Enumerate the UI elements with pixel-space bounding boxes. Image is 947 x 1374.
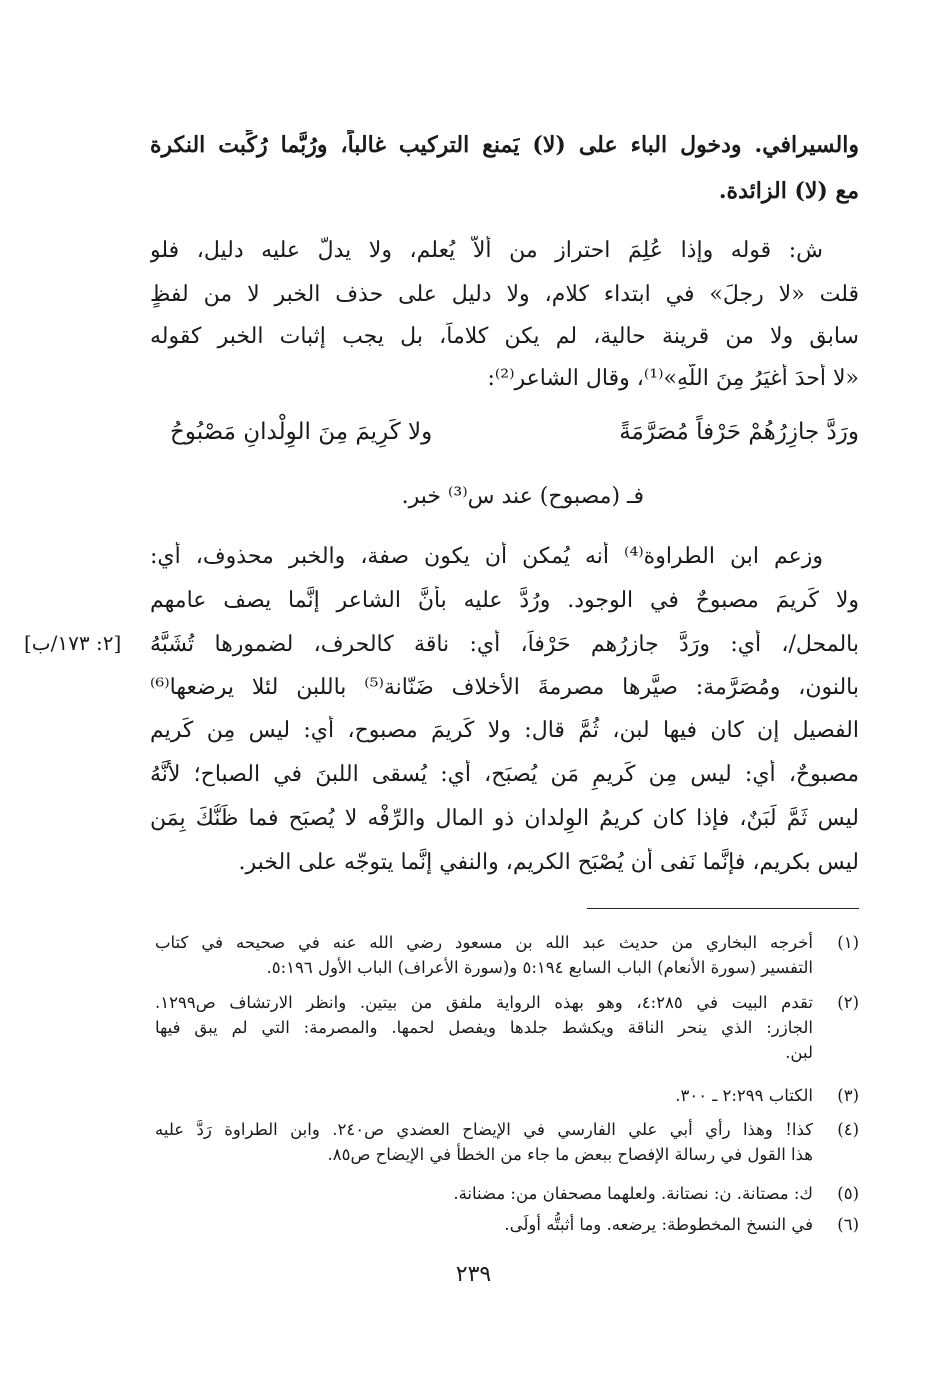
footnote-number: (٢) [837, 993, 859, 1012]
footnote-line: لبن. [785, 1043, 813, 1062]
text-line: سابق ولا من قرينة حالية، لم يكن كلاماً، بل يجب إثبات الخبر كقوله [150, 324, 859, 349]
footnote-line: الكتاب ٢:٢٩٩ ـ ٣٠٠. [675, 1086, 813, 1105]
text-line: ليس ثَمَّ لَبَنٌ، فإذا كان كريمُ الوِلدان ذو المال والرِّفْه لا يُصبَح فما ظَنُّكَ بِمَن [150, 806, 859, 831]
footnote-line: كذا! وهذا رأي أبي علي الفارسي في الإيضاح العضدي ص٢٤٠. وابن الطراوة رَدَّ عليه [155, 1120, 813, 1139]
text-line: قلت «لا رجلَ» في ابتداء كلام، ولا دليل على حذف الخبر لا من لفظٍ [150, 282, 859, 307]
footnote-line: هذا القول في رسالة الإفصاح ببعض ما جاء من الخطأ في الإيضاح ص٨٥. [327, 1145, 813, 1164]
text-line: بالنون، ومُصَرَّمة: صيَّرها مصرمةَ الأخلاف ضَنّانة⁽⁵⁾ باللبن لئلا يرضعها⁽⁶⁾ [150, 675, 859, 700]
footnote-number: (٥) [837, 1184, 859, 1203]
text-line: ليس بكريم، فإنَّما نَفى أن يُصْبَح الكريم، والنفي إنَّما يتوجّه على الخبر. [238, 850, 859, 875]
text-line: ولا كَريمَ مصبوحٌ في الوجود. ورُدَّ عليه بأنَّ الشاعر إنَّما يصف عامهم [150, 588, 859, 613]
footnote [155, 1083, 859, 1108]
footnote-line: ك: مصتانة. ن: نصتانة. ولعلهما مصحفان من: مضنانة. [453, 1184, 813, 1203]
footnote-number: (٣) [837, 1086, 859, 1105]
verse-hemistich-second: ولا كَرِيمَ مِنَ الوِلْدانِ مَصْبُوحُ [170, 419, 433, 445]
text-line: ش: قوله وإذا عُلِمَ احتراز من ألاّ يُعلم، ولا يدلّ عليه دليل، فلو [150, 238, 823, 263]
page-number: ٢٣٩ [455, 1262, 492, 1287]
footnote [155, 930, 859, 980]
text-line: مصبوحٌ، أي: ليس مِن كَريمٍ مَن يُصبَح، أي: يُسقى اللبنَ في الصباح؛ لأنَّهُ [150, 762, 859, 787]
footnote [155, 990, 859, 1065]
text-line: والسيرافي. ودخول الباء على (لا) يَمنع التركيب غالباً، ورُبَّما رُكِّبت النكرة [150, 132, 859, 158]
footnote-line: في النسخ المخطوطة: يرضعه. وما أثبتُّه أولَى. [504, 1215, 813, 1234]
text-line: وزعم ابن الطراوة⁽⁴⁾ أنه يُمكن أن يكون صفة، والخبر محذوف، أي: [150, 544, 823, 569]
footnote-line: الجازر: الذي ينحر الناقة ويكشط جلدها ويفصل لحمها. والمصرمة: التي لم يبق فيها [155, 1018, 813, 1037]
footnote-line: تقدم البيت في ٤:٢٨٥، وهو بهذه الرواية ملفق من بيتين. وانظر الارتشاف ص١٢٩٩. [155, 993, 813, 1012]
verse-note: فـ (مصبوح) عند س⁽³⁾ خبر. [401, 484, 644, 509]
manuscript-folio-reference: [٢: ١٧٣/ب] [24, 631, 122, 655]
footnote-number: (٤) [837, 1120, 859, 1139]
text-line: بالمحل/، أي: ورَدَّ جازرُهم حَرْفاً، أي: ناقة كالحرف، لضمورها تُشَبَّهُ [150, 632, 859, 657]
footnote-separator [587, 908, 859, 909]
footnote-line: التفسير (سورة الأنعام) الباب السابع ٥:١٩٤ و(سورة الأعراف) الباب الأول ٥:١٩٦. [266, 958, 813, 977]
footnote-line: أخرجه البخاري من حديث عبد الله بن مسعود رضي الله عنه في صحيحه في كتاب [155, 933, 813, 952]
footnote [155, 1117, 859, 1167]
text-line: الفصيل إن كان فيها لبن، ثُمَّ قال: ولا كَريمَ مصبوح، أي: ليس مِن كَريم [150, 718, 859, 743]
text-line: مع (لا) الزائدة. [718, 178, 859, 204]
verse-hemistich-first: ورَدَّ جازِرُهُمْ حَرْفاً مُصَرَّمَةً [619, 419, 859, 445]
footnote [155, 1212, 859, 1237]
text-line: «لا أحدَ أغيَرُ مِنَ اللّهِ»⁽¹⁾، وقال الشاعر⁽²⁾: [487, 366, 859, 391]
footnote-number: (١) [837, 933, 859, 952]
footnote-number: (٦) [837, 1215, 859, 1234]
footnote [155, 1181, 859, 1206]
